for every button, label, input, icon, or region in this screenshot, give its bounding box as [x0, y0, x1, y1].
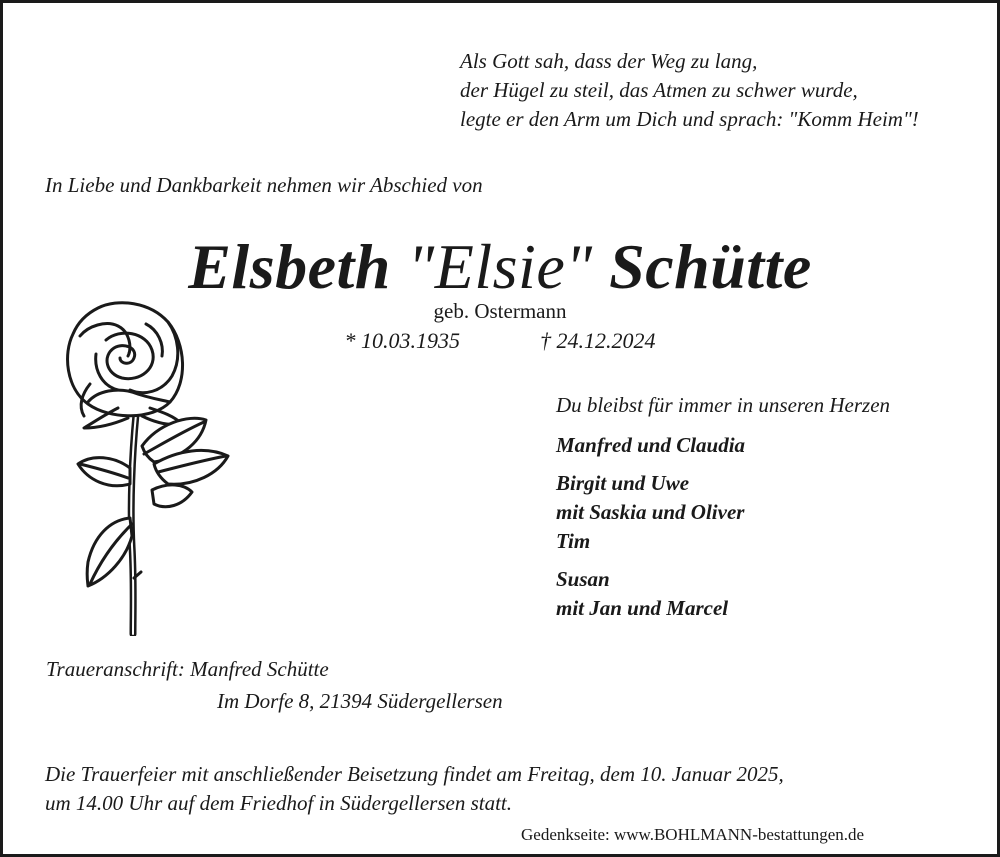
last-name: Schütte	[609, 231, 812, 302]
death-date: † 24.12.2024	[540, 328, 656, 353]
mourner-group	[556, 469, 745, 556]
service-line: um 14.00 Uhr auf dem Friedhof in Südergellersen statt.	[45, 791, 513, 815]
nickname: "Elsie"	[407, 231, 593, 302]
mourner-line: Manfred und Claudia	[556, 433, 746, 457]
poem-line: Als Gott sah, dass der Weg zu lang,	[460, 49, 758, 73]
mourner-line: Susan	[556, 567, 610, 591]
service-line: Die Trauerfeier mit anschließender Beisetzung findet am Freitag, dem 10. Januar 2025,	[45, 762, 784, 786]
poem-line: der Hügel zu steil, das Atmen zu schwer wurde,	[460, 78, 858, 102]
mourner-line: Tim	[556, 529, 591, 553]
memorial-page-link[interactable]: Gedenkseite: www.BOHLMANN-bestattungen.de	[521, 825, 865, 844]
funeral-service-info	[45, 760, 784, 818]
heart-line: Du bleibst für immer in unseren Herzen	[556, 393, 891, 417]
birth-date: * 10.03.1935	[344, 328, 460, 353]
mourner-line: Birgit und Uwe	[556, 471, 690, 495]
birth-name: geb. Ostermann	[433, 299, 567, 323]
rose-icon	[58, 296, 238, 636]
intro-text: In Liebe und Dankbarkeit nehmen wir Abschied von	[45, 173, 483, 197]
mourners-list	[556, 431, 745, 632]
first-name: Elsbeth	[188, 231, 391, 302]
poem	[460, 47, 919, 134]
poem-line: legte er den Arm um Dich und sprach: "Komm Heim"!	[460, 107, 919, 131]
mourning-address-street: Im Dorfe 8, 21394 Südergellersen	[217, 689, 503, 713]
mourning-address-label: Traueranschrift: Manfred Schütte	[46, 657, 329, 681]
mourner-group	[556, 565, 745, 623]
mourner-line: mit Saskia und Oliver	[556, 500, 745, 524]
deceased-name	[3, 231, 997, 303]
mourner-line: mit Jan und Marcel	[556, 596, 729, 620]
mourner-group	[556, 431, 745, 460]
